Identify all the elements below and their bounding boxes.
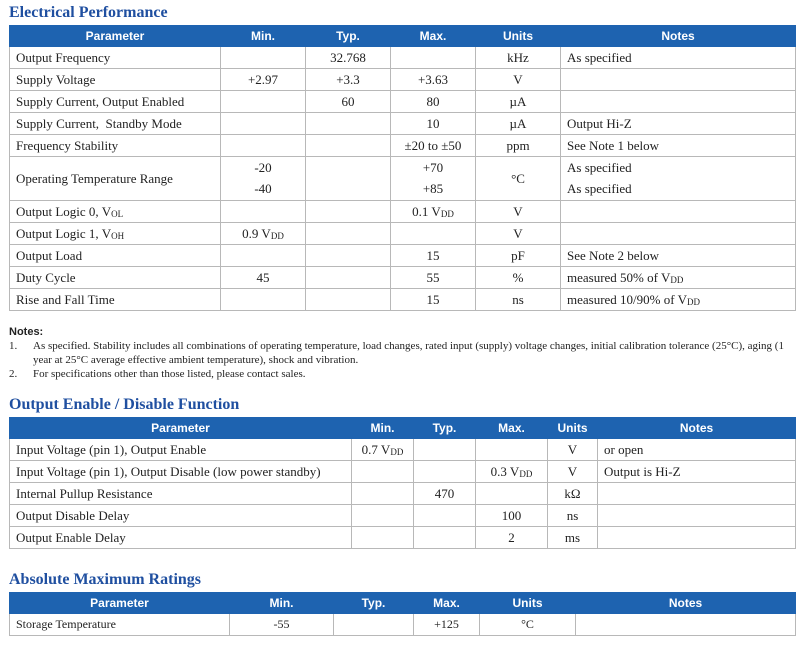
units-cell: ms	[548, 527, 598, 549]
max-cell	[476, 461, 548, 483]
typ-cell: +3.3	[306, 69, 391, 91]
table-row	[10, 157, 796, 201]
param-cell: Input Voltage (pin 1), Output Enable	[10, 439, 352, 461]
header-notes: Notes	[576, 593, 796, 614]
units-cell: ppm	[476, 135, 561, 157]
units-cell: pF	[476, 245, 561, 267]
note-text: As specified. Stability includes all combinations of operating temperature, load changes, rated input (supply) voltage changes, initial calibration tolerance (25°C), aging (1 year at 25°C average effective ambient temperature), shock and vibration.	[33, 340, 784, 366]
typ-cell: 470	[414, 483, 476, 505]
notes-cell: See Note 2 below	[561, 245, 796, 267]
table-row	[10, 289, 796, 311]
param-cell: Output Frequency	[10, 47, 221, 69]
units-cell: V	[476, 201, 561, 223]
units-cell: kHz	[476, 47, 561, 69]
min-cell	[221, 91, 306, 113]
notes-value-1: As specified	[567, 159, 632, 175]
max-cell: 100	[476, 505, 548, 527]
min-cell	[221, 245, 306, 267]
notes-text: measured 50% of V	[567, 269, 671, 285]
units-cell: µA	[476, 91, 561, 113]
min-cell	[352, 461, 414, 483]
notes-section	[9, 325, 799, 381]
min-text: 0.9 V	[242, 225, 271, 241]
notes-cell: Output Hi-Z	[561, 113, 796, 135]
param-cell: Output Load	[10, 245, 221, 267]
min-cell	[352, 505, 414, 527]
max-cell	[391, 157, 476, 201]
absolute-maximum-table	[9, 592, 796, 636]
param-cell: Storage Temperature	[10, 614, 230, 636]
electrical-performance-title: Electrical Performance	[9, 4, 168, 21]
max-cell: 15	[391, 289, 476, 311]
note-item	[9, 367, 799, 381]
min-cell	[352, 527, 414, 549]
absolute-maximum-title: Absolute Maximum Ratings	[9, 571, 202, 588]
typ-cell	[334, 614, 414, 636]
header-max: Max.	[414, 593, 480, 614]
notes-cell: As specified	[561, 47, 796, 69]
max-cell: 10	[391, 113, 476, 135]
table-row	[10, 201, 796, 223]
units-cell: µA	[476, 113, 561, 135]
param-cell	[10, 223, 221, 245]
units-cell: ns	[548, 505, 598, 527]
notes-subscript: DD	[686, 296, 700, 307]
min-cell	[221, 289, 306, 311]
table-row	[10, 223, 796, 245]
header-units: Units	[480, 593, 576, 614]
max-cell: 2	[476, 527, 548, 549]
table-row	[10, 113, 796, 135]
table-row	[10, 505, 796, 527]
header-min: Min.	[352, 418, 414, 439]
table-header-row	[10, 26, 796, 47]
notes-cell	[576, 614, 796, 636]
notes-cell: See Note 1 below	[561, 135, 796, 157]
max-cell: 15	[391, 245, 476, 267]
table-row	[10, 614, 796, 636]
param-cell: Duty Cycle	[10, 267, 221, 289]
max-cell: 80	[391, 91, 476, 113]
typ-cell	[306, 113, 391, 135]
param-cell	[10, 201, 221, 223]
units-cell: °C	[476, 157, 561, 201]
min-cell: +2.97	[221, 69, 306, 91]
min-cell	[221, 113, 306, 135]
table-row	[10, 69, 796, 91]
min-cell	[352, 483, 414, 505]
typ-cell	[414, 461, 476, 483]
header-units: Units	[476, 26, 561, 47]
notes-text: measured 10/90% of V	[567, 291, 687, 307]
table-row	[10, 527, 796, 549]
max-cell	[391, 201, 476, 223]
param-cell: Supply Current, Standby Mode	[10, 113, 221, 135]
min-text: 0.7 V	[361, 441, 391, 457]
electrical-performance-table	[9, 25, 796, 311]
table-row	[10, 461, 796, 483]
header-min: Min.	[230, 593, 334, 614]
max-cell: ±20 to ±50	[391, 135, 476, 157]
max-cell	[391, 223, 476, 245]
max-text: 0.3 V	[490, 463, 520, 479]
note-text: For specifications other than those listed, please contact sales.	[33, 368, 306, 380]
typ-cell	[306, 267, 391, 289]
min-subscript: DD	[270, 230, 284, 241]
notes-cell	[561, 223, 796, 245]
output-enable-title: Output Enable / Disable Function	[9, 396, 240, 413]
min-cell: -55	[230, 614, 334, 636]
typ-cell	[306, 201, 391, 223]
units-cell: V	[476, 69, 561, 91]
min-cell	[221, 135, 306, 157]
max-value-2: +85	[422, 181, 444, 197]
min-subscript: DD	[390, 446, 404, 457]
typ-cell	[306, 223, 391, 245]
notes-cell	[561, 267, 796, 289]
max-subscript: DD	[519, 468, 533, 479]
param-cell: Supply Voltage	[10, 69, 221, 91]
param-cell: Internal Pullup Resistance	[10, 483, 352, 505]
param-cell: Frequency Stability	[10, 135, 221, 157]
table-row	[10, 91, 796, 113]
max-cell: +3.63	[391, 69, 476, 91]
min-value-2: -40	[254, 181, 272, 197]
typ-cell	[306, 289, 391, 311]
max-text: 0.1 V	[412, 203, 441, 219]
param-text: Output Logic 1, V	[16, 225, 112, 241]
typ-cell	[306, 157, 391, 201]
min-cell	[221, 223, 306, 245]
units-cell: kΩ	[548, 483, 598, 505]
table-header-row	[10, 593, 796, 614]
table-header-row	[10, 418, 796, 439]
notes-cell	[598, 505, 796, 527]
header-typ: Typ.	[334, 593, 414, 614]
units-cell: V	[476, 223, 561, 245]
units-cell: °C	[480, 614, 576, 636]
max-cell	[476, 439, 548, 461]
param-subscript: OH	[111, 230, 125, 241]
param-text: Output Logic 0, V	[16, 203, 112, 219]
notes-cell	[598, 483, 796, 505]
header-parameter: Parameter	[10, 418, 352, 439]
header-typ: Typ.	[414, 418, 476, 439]
units-cell: V	[548, 439, 598, 461]
table-row	[10, 245, 796, 267]
typ-cell	[414, 439, 476, 461]
notes-cell: Output is Hi-Z	[598, 461, 796, 483]
param-cell: Output Enable Delay	[10, 527, 352, 549]
min-cell	[352, 439, 414, 461]
header-notes: Notes	[598, 418, 796, 439]
param-cell: Supply Current, Output Enabled	[10, 91, 221, 113]
notes-cell	[561, 91, 796, 113]
units-cell: %	[476, 267, 561, 289]
table-row	[10, 47, 796, 69]
max-value-1: +70	[422, 159, 444, 175]
notes-cell: or open	[598, 439, 796, 461]
header-min: Min.	[221, 26, 306, 47]
notes-cell	[561, 69, 796, 91]
min-cell	[221, 201, 306, 223]
min-value-1: -20	[254, 159, 272, 175]
max-subscript: DD	[440, 208, 454, 219]
header-max: Max.	[476, 418, 548, 439]
units-cell: V	[548, 461, 598, 483]
notes-cell	[561, 201, 796, 223]
table-row	[10, 483, 796, 505]
param-cell: Output Disable Delay	[10, 505, 352, 527]
param-cell: Input Voltage (pin 1), Output Disable (low power standby)	[10, 461, 352, 483]
header-max: Max.	[391, 26, 476, 47]
table-row	[10, 439, 796, 461]
notes-cell	[561, 289, 796, 311]
max-cell	[476, 483, 548, 505]
param-cell: Operating Temperature Range	[10, 157, 221, 201]
units-cell: ns	[476, 289, 561, 311]
min-cell: 45	[221, 267, 306, 289]
max-cell	[391, 47, 476, 69]
notes-subscript: DD	[670, 274, 684, 285]
header-units: Units	[548, 418, 598, 439]
param-subscript: OL	[111, 208, 124, 219]
typ-cell	[306, 245, 391, 267]
typ-cell: 32.768	[306, 47, 391, 69]
param-cell: Rise and Fall Time	[10, 289, 221, 311]
header-parameter: Parameter	[10, 26, 221, 47]
note-number: 1.	[9, 340, 18, 352]
notes-cell	[561, 157, 796, 201]
table-row	[10, 135, 796, 157]
notes-value-2: As specified	[567, 181, 632, 197]
typ-cell	[414, 527, 476, 549]
typ-cell	[414, 505, 476, 527]
note-number: 2.	[9, 368, 18, 380]
notes-cell	[598, 527, 796, 549]
header-parameter: Parameter	[10, 593, 230, 614]
notes-heading: Notes:	[9, 326, 44, 338]
note-item	[9, 339, 799, 367]
output-enable-table	[9, 417, 796, 549]
min-cell	[221, 47, 306, 69]
typ-cell: 60	[306, 91, 391, 113]
min-cell	[221, 157, 306, 201]
table-row	[10, 267, 796, 289]
header-typ: Typ.	[306, 26, 391, 47]
typ-cell	[306, 135, 391, 157]
header-notes: Notes	[561, 26, 796, 47]
max-cell: +125	[414, 614, 480, 636]
max-cell: 55	[391, 267, 476, 289]
